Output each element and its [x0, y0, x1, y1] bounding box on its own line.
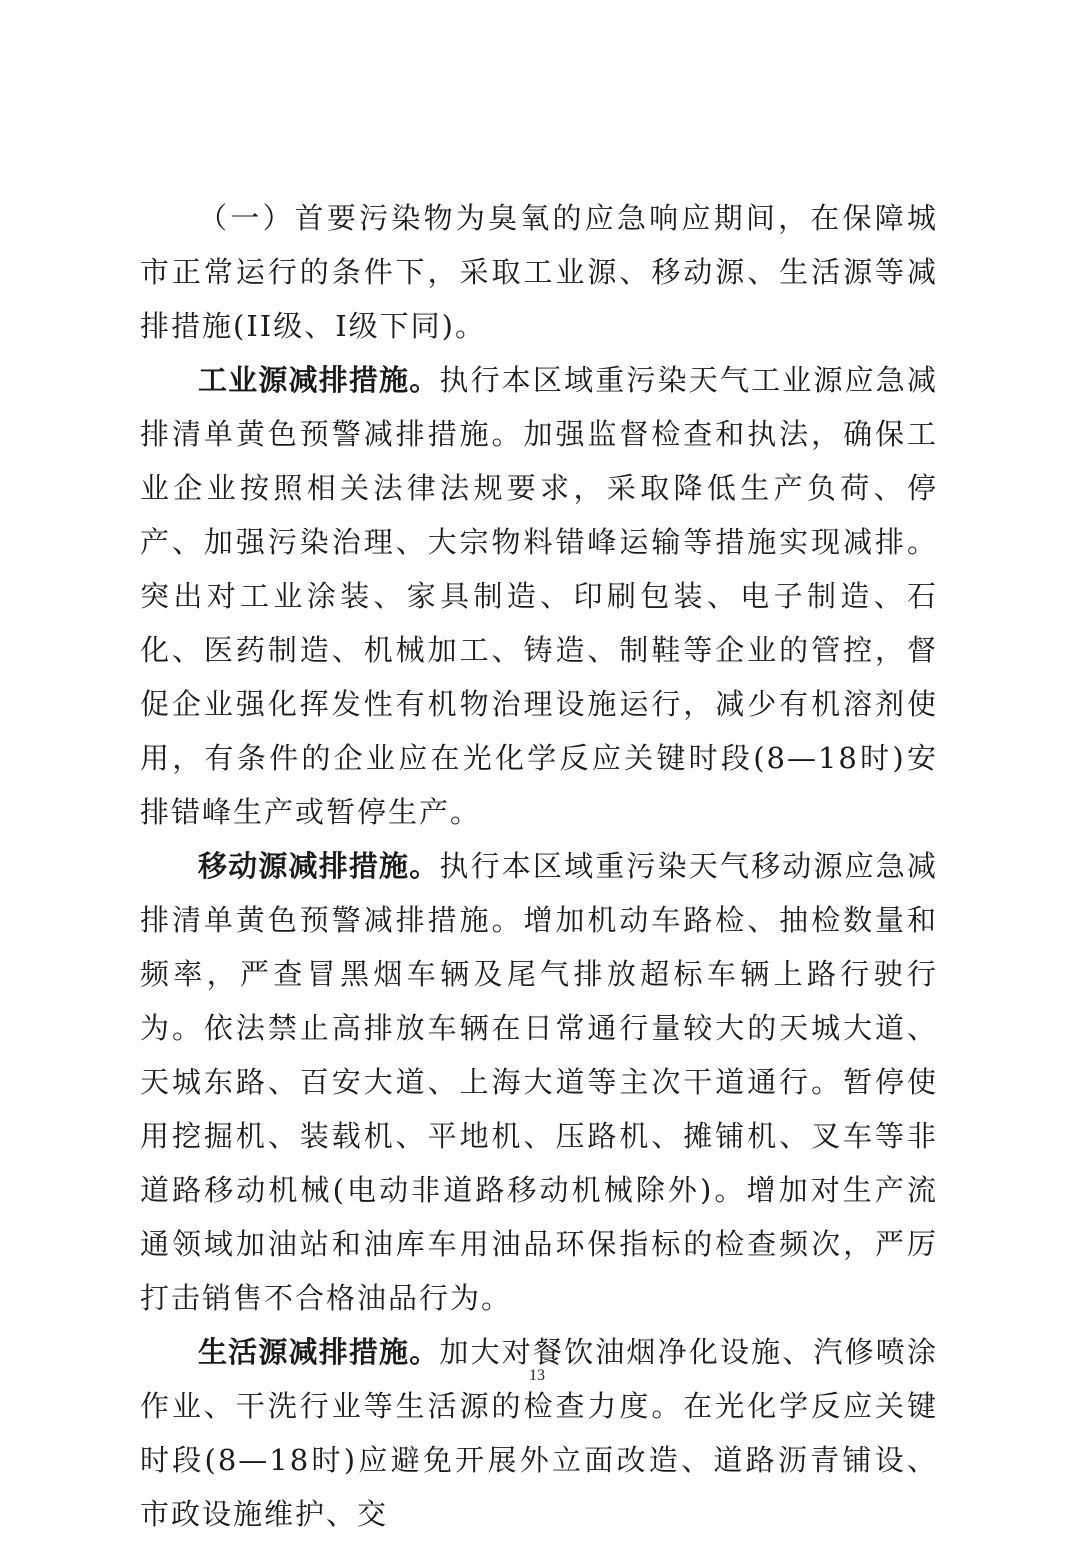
paragraph-domestic	[140, 1325, 938, 1541]
paragraph-heading: 移动源减排措施。	[198, 849, 440, 883]
paragraph-mobile	[140, 839, 938, 1325]
paragraph-text: 执行本区域重污染天气移动源应急减排清单黄色预警减排措施。增加机动车路检、抽检数量和频率，严查冒黑烟车辆及尾气排放超标车辆上路行驶行为。依法禁止高排放车辆在日常通行量较大的天城大道、天城东路、百安大道、上海大道等主次干道通行。暂停使用挖掘机、装载机、平地机、压路机、摊铺机、叉车等非道路移动机械(电动非道路移动机械除外)。增加对生产流通领域加油站和油库车用油品环保指标的检查频次，严厉打击销售不合格油品行为。	[140, 849, 938, 1315]
paragraph-intro	[140, 191, 938, 353]
page-number: 13	[529, 1367, 545, 1384]
paragraph-text: 加大对餐饮油烟净化设施、汽修喷涂作业、干洗行业等生活源的检查力度。在光化学反应关键时段(8—18时)应避免开展外立面改造、道路沥青铺设、市政设施维护、交	[140, 1335, 938, 1531]
paragraph-text: 执行本区域重污染天气工业源应急减排清单黄色预警减排措施。加强监督检查和执法，确保工业企业按照相关法律法规要求，采取降低生产负荷、停产、加强污染治理、大宗物料错峰运输等措施实现减排。突出对工业涂装、家具制造、印刷包装、电子制造、石化、医药制造、机械加工、铸造、制鞋等企业的管控，督促企业强化挥发性有机物治理设施运行，减少有机溶剂使用，有条件的企业应在光化学反应关键时段(8—18时)安排错峰生产或暂停生产。	[140, 363, 938, 829]
paragraph-text: （一）首要污染物为臭氧的应急响应期间，在保障城市正常运行的条件下，采取工业源、移动源、生活源等减排措施(II级、I级下同)。	[140, 201, 938, 343]
paragraph-heading: 生活源减排措施。	[198, 1335, 440, 1369]
paragraph-industrial	[140, 353, 938, 839]
paragraph-heading: 工业源减排措施。	[198, 363, 440, 397]
body-text	[140, 191, 938, 1541]
